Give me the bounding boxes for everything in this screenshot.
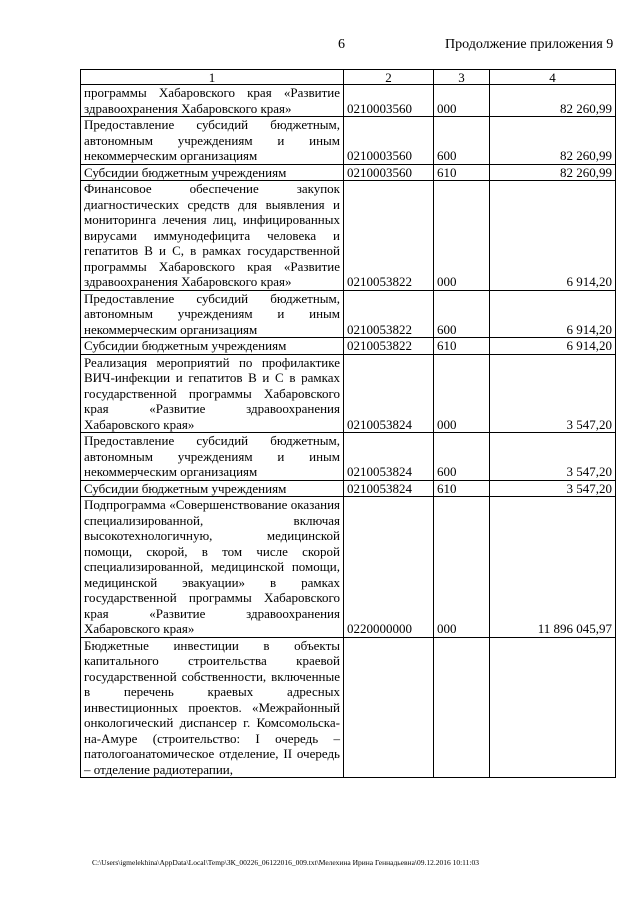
row-kind: 000 (434, 354, 490, 433)
table-row (81, 85, 616, 117)
row-code (344, 637, 434, 778)
row-kind: 610 (434, 338, 490, 355)
row-code: 0210003560 (344, 117, 434, 165)
row-name: Предоставление субсидий бюджетным, автономным учреждениям и иным некоммерческим организациям (81, 290, 344, 338)
row-kind: 000 (434, 497, 490, 638)
row-name: Реализация мероприятий по профилактике ВИЧ-инфекции и гепатитов В и С в рамках государственной программы Хабаровского края «Развитие здравоохранения Хабаровского края» (81, 354, 344, 433)
row-amount: 6 914,20 (490, 181, 616, 291)
page-number: 6 (338, 37, 345, 52)
row-code: 0210053824 (344, 433, 434, 481)
column-header: 3 (434, 70, 490, 85)
table-row (81, 637, 616, 778)
continuation-label: Продолжение приложения 9 (445, 37, 614, 52)
row-amount: 3 547,20 (490, 480, 616, 497)
row-kind: 610 (434, 480, 490, 497)
row-name: Предоставление субсидий бюджетным, автономным учреждениям и иным некоммерческим организациям (81, 117, 344, 165)
row-amount: 6 914,20 (490, 338, 616, 355)
row-name: Субсидии бюджетным учреждениям (81, 164, 344, 181)
table-row (81, 290, 616, 338)
column-header: 2 (344, 70, 434, 85)
table-row (81, 497, 616, 638)
row-code: 0210053824 (344, 480, 434, 497)
row-name: Субсидии бюджетным учреждениям (81, 480, 344, 497)
row-code: 0210003560 (344, 164, 434, 181)
row-code: 0210053822 (344, 338, 434, 355)
row-kind: 600 (434, 117, 490, 165)
row-code: 0210053822 (344, 290, 434, 338)
row-amount: 82 260,99 (490, 164, 616, 181)
row-kind: 000 (434, 181, 490, 291)
row-name: Финансовое обеспечение закупок диагностических средств для выявления и мониторинга лечения лиц, инфицированных вирусами иммунодефицита человека и гепатитов В и С, в рамках государственной программы Хабаровского края «Развитие здравоохранения Хабаровского края» (81, 181, 344, 291)
row-kind (434, 637, 490, 778)
column-header: 4 (490, 70, 616, 85)
row-code: 0220000000 (344, 497, 434, 638)
row-code: 0210053824 (344, 354, 434, 433)
row-amount: 3 547,20 (490, 354, 616, 433)
row-kind: 600 (434, 433, 490, 481)
table-row (81, 181, 616, 291)
table-row (81, 354, 616, 433)
row-amount: 3 547,20 (490, 433, 616, 481)
row-amount: 82 260,99 (490, 85, 616, 117)
table-row (81, 117, 616, 165)
column-header: 1 (81, 70, 344, 85)
row-name: Бюджетные инвестиции в объекты капитального строительства краевой государственной собственности, включенные в перечень краевых адресных инвестиционных проектов. «Межрайонный онкологический диспансер г. Комсомольска-на-Амуре (строительство: I очередь – патологоанатомическое отделение, II очередь – отделение радиотерапии, (81, 637, 344, 778)
row-kind: 000 (434, 85, 490, 117)
row-amount (490, 637, 616, 778)
row-amount: 82 260,99 (490, 117, 616, 165)
file-path-footer: C:\Users\igmelekhina\AppData\Local\Temp\ЗК_00226_06122016_009.txt\Мелехина Ирина Геннадьевна\09.12.2016 10:11:03 (92, 858, 479, 867)
row-name: Предоставление субсидий бюджетным, автономным учреждениям и иным некоммерческим организациям (81, 433, 344, 481)
row-name: программы Хабаровского края «Развитие здравоохранения Хабаровского края» (81, 85, 344, 117)
row-amount: 11 896 045,97 (490, 497, 616, 638)
table-row (81, 338, 616, 355)
row-amount: 6 914,20 (490, 290, 616, 338)
table-row (81, 480, 616, 497)
table-row (81, 164, 616, 181)
row-code: 0210053822 (344, 181, 434, 291)
row-code: 0210003560 (344, 85, 434, 117)
column-number-row (81, 70, 616, 85)
row-kind: 610 (434, 164, 490, 181)
budget-table (80, 69, 616, 778)
row-kind: 600 (434, 290, 490, 338)
row-name: Субсидии бюджетным учреждениям (81, 338, 344, 355)
table-row (81, 433, 616, 481)
row-name: Подпрограмма «Совершенствование оказания специализированной, включая высокотехнологичную, медицинской помощи, скорой, в том числе скорой специализированной, медицинской помощи, медицинской эвакуации» в рамках государственной программы Хабаровского края «Развитие здравоохранения Хабаровского края» (81, 497, 344, 638)
